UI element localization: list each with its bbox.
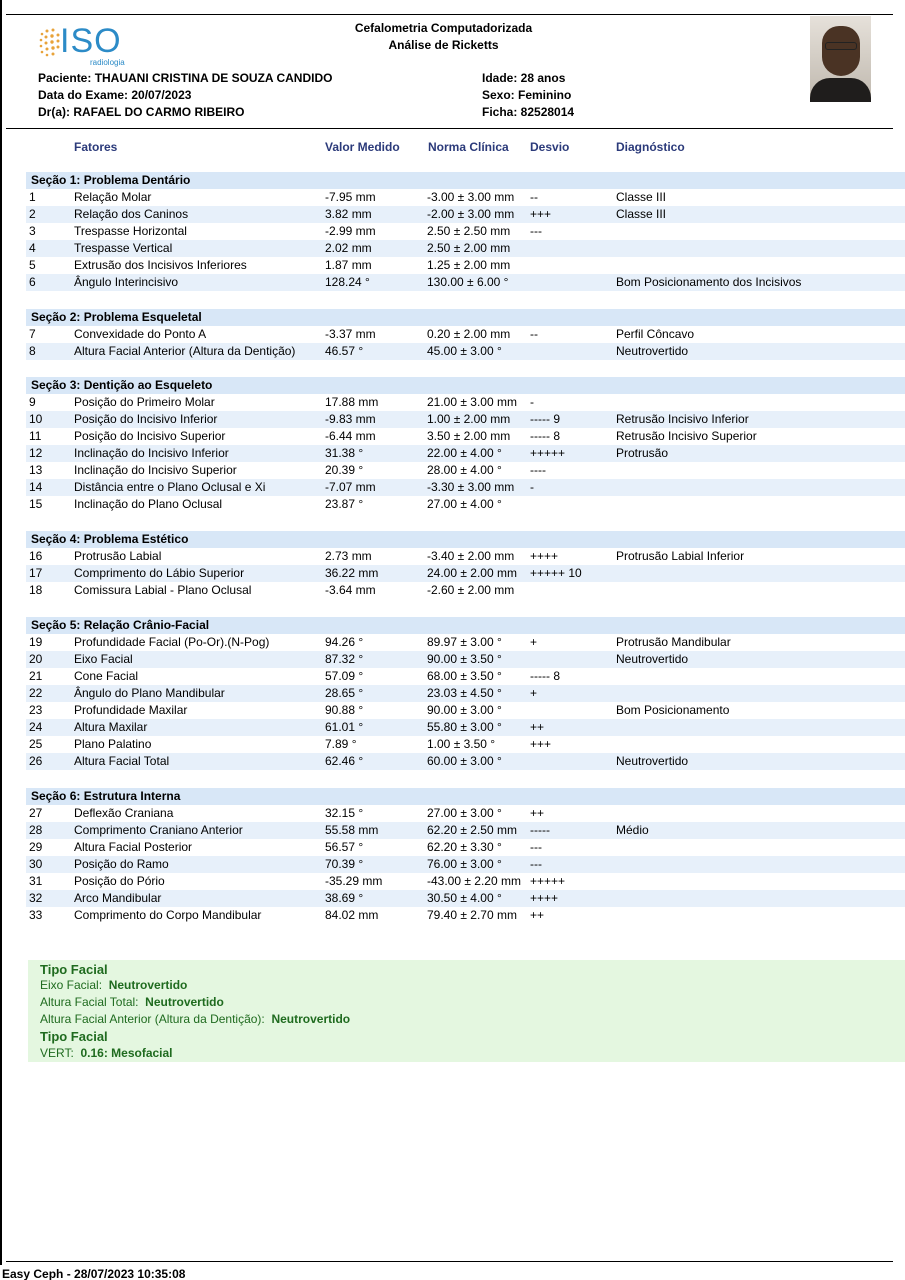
table-row [26, 685, 905, 702]
measured-value: 55.58 mm [325, 823, 379, 837]
row-number: 23 [29, 703, 43, 717]
report-title: Cefalometria Computadorizada [354, 21, 533, 35]
clinical-norm: 89.97 ± 3.00 ° [427, 635, 502, 649]
table-row [26, 240, 905, 257]
clinical-norm: 27.00 ± 4.00 ° [427, 497, 502, 511]
diagnosis: Neutrovertido [616, 344, 689, 358]
measured-value: -3.37 mm [325, 327, 376, 341]
factor-name: Comprimento do Lábio Superior [74, 566, 245, 580]
deviation: ++++ [530, 549, 559, 563]
section-title: Seção 2: Problema Esqueletal [31, 310, 202, 324]
row-number: 5 [29, 258, 36, 272]
row-number: 11 [29, 429, 42, 443]
measured-value: 90.88 ° [325, 703, 364, 717]
clinical-norm: 90.00 ± 3.50 ° [427, 652, 502, 666]
clinical-norm: 21.00 ± 3.00 mm [427, 395, 517, 409]
facial-type-panel [28, 960, 905, 1062]
factor-name: Extrusão dos Incisivos Inferiores [74, 258, 247, 272]
patient-age: Idade: 28 anos [482, 71, 566, 85]
factor-name: Protrusão Labial [74, 549, 162, 563]
section-header [26, 309, 905, 326]
factor-name: Posição do Incisivo Inferior [74, 412, 218, 426]
factor-name: Comprimento Craniano Anterior [74, 823, 243, 837]
table-row [26, 805, 905, 822]
deviation: ----- 8 [530, 669, 560, 683]
factor-name: Convexidade do Ponto A [74, 327, 207, 341]
patient-name: Paciente: THAUANI CRISTINA DE SOUZA CANDIDO [38, 71, 333, 85]
deviation: ++ [530, 720, 545, 734]
measured-value: 28.65 ° [325, 686, 364, 700]
clinical-norm: 24.00 ± 2.00 mm [427, 566, 517, 580]
diagnosis: Protrusão [616, 446, 669, 460]
factor-name: Relação Molar [74, 190, 152, 204]
table-row [26, 394, 905, 411]
table-row [26, 907, 905, 924]
measured-value: 36.22 mm [325, 566, 379, 580]
deviation: --- [530, 857, 542, 871]
row-number: 24 [29, 720, 43, 734]
factor-name: Ângulo do Plano Mandibular [74, 686, 225, 700]
deviation: +++++ [530, 874, 566, 888]
row-number: 7 [29, 327, 36, 341]
report-subtitle: Análise de Ricketts [388, 38, 499, 52]
clinical-norm: -43.00 ± 2.20 mm [427, 874, 521, 888]
table-row [26, 839, 905, 856]
deviation: + [530, 635, 538, 649]
row-number: 12 [29, 446, 43, 460]
measured-value: 17.88 mm [325, 395, 379, 409]
clinical-norm: 1.25 ± 2.00 mm [427, 258, 511, 272]
deviation: ++ [530, 806, 545, 820]
table-row [26, 822, 905, 839]
measured-value: -6.44 mm [325, 429, 376, 443]
measured-value: 57.09 ° [325, 669, 364, 683]
measured-value: 20.39 ° [325, 463, 364, 477]
row-number: 8 [29, 344, 36, 358]
clinical-norm: 79.40 ± 2.70 mm [427, 908, 517, 922]
row-number: 9 [29, 395, 36, 409]
table-row [26, 548, 905, 565]
section-header [26, 172, 905, 189]
deviation: +++ [530, 207, 552, 221]
factor-name: Posição do Incisivo Superior [74, 429, 226, 443]
factor-name: Trespasse Horizontal [74, 224, 187, 238]
table-row [26, 479, 905, 496]
measured-value: 84.02 mm [325, 908, 379, 922]
clinical-norm: 62.20 ± 2.50 mm [427, 823, 517, 837]
row-number: 13 [29, 463, 43, 477]
diagnosis: Classe III [616, 190, 667, 204]
factor-name: Comissura Labial - Plano Oclusal [74, 583, 252, 597]
section-title: Seção 5: Relação Crânio-Facial [31, 618, 210, 632]
diagnosis: Neutrovertido [616, 754, 689, 768]
clinical-norm: 90.00 ± 3.00 ° [427, 703, 502, 717]
table-row [26, 189, 905, 206]
measured-value: -7.07 mm [325, 480, 376, 494]
clinical-norm: -3.00 ± 3.00 mm [427, 190, 515, 204]
table-row [26, 565, 905, 582]
total-facial-height-label: Altura Facial Total: [40, 995, 139, 1009]
facial-type-title: Tipo Facial [40, 962, 108, 977]
factor-name: Arco Mandibular [74, 891, 162, 905]
deviation: ----- [530, 823, 550, 837]
logo-subtext: radiologia [90, 58, 125, 67]
deviation: - [530, 480, 534, 494]
anterior-facial-height-value: Neutrovertido [271, 1012, 351, 1026]
table-row [26, 651, 905, 668]
measured-value: 32.15 ° [325, 806, 364, 820]
measured-value: 70.39 ° [325, 857, 364, 871]
measured-value: -2.99 mm [325, 224, 376, 238]
factor-name: Profundidade Facial (Po-Or).(N-Pog) [74, 635, 270, 649]
section-header [26, 617, 905, 634]
row-number: 20 [29, 652, 43, 666]
clinical-norm: -2.00 ± 3.00 mm [427, 207, 515, 221]
facial-type-title-2: Tipo Facial [40, 1029, 108, 1044]
clinical-norm: 22.00 ± 4.00 ° [427, 446, 502, 460]
row-number: 14 [29, 480, 43, 494]
factor-name: Inclinação do Plano Oclusal [74, 497, 223, 511]
deviation: +++++ [530, 446, 566, 460]
measured-value: 1.87 mm [325, 258, 372, 272]
column-header-diagnosis: Diagnóstico [616, 140, 685, 154]
factor-name: Comprimento do Corpo Mandibular [74, 908, 262, 922]
clinical-norm: 28.00 ± 4.00 ° [427, 463, 502, 477]
measured-value: 2.73 mm [325, 549, 372, 563]
clinical-norm: -3.30 ± 3.00 mm [427, 480, 515, 494]
clinical-norm: 23.03 ± 4.50 ° [427, 686, 502, 700]
row-number: 22 [29, 686, 43, 700]
row-number: 31 [29, 874, 43, 888]
table-row [26, 274, 905, 291]
column-header-norm: Norma Clínica [428, 140, 509, 154]
measured-value: 2.02 mm [325, 241, 372, 255]
table-row [26, 223, 905, 240]
diagnosis: Bom Posicionamento [616, 703, 730, 717]
anterior-facial-height-label: Altura Facial Anterior (Altura da Dentição): [40, 1012, 265, 1026]
section-title: Seção 4: Problema Estético [31, 532, 189, 546]
deviation: -- [530, 190, 538, 204]
measured-value: -3.64 mm [325, 583, 376, 597]
factor-name: Altura Facial Total [74, 754, 170, 768]
clinical-norm: 62.20 ± 3.30 ° [427, 840, 502, 854]
row-number: 30 [29, 857, 43, 871]
doctor-name: Dr(a): RAFAEL DO CARMO RIBEIRO [38, 105, 245, 119]
table-row [26, 702, 905, 719]
diagnosis: Médio [616, 823, 649, 837]
clinical-norm: 27.00 ± 3.00 ° [427, 806, 502, 820]
factor-name: Posição do Pório [74, 874, 165, 888]
measured-value: 56.57 ° [325, 840, 364, 854]
diagnosis: Bom Posicionamento dos Incisivos [616, 275, 802, 289]
factor-name: Cone Facial [74, 669, 139, 683]
record-number: Ficha: 82528014 [482, 105, 575, 119]
factor-name: Profundidade Maxilar [74, 703, 188, 717]
row-number: 16 [29, 549, 43, 563]
table-row [26, 343, 905, 360]
deviation: ++ [530, 908, 545, 922]
page-left-border [0, 0, 2, 1265]
table-row [26, 753, 905, 770]
clinical-norm: 30.50 ± 4.00 ° [427, 891, 502, 905]
row-number: 3 [29, 224, 36, 238]
deviation: +++ [530, 737, 552, 751]
diagnosis: Perfil Côncavo [616, 327, 695, 341]
diagnosis: Protrusão Mandibular [616, 635, 731, 649]
facial-axis-value: Neutrovertido [108, 978, 188, 992]
header-rule [6, 128, 893, 129]
table-row [26, 736, 905, 753]
measured-value: 31.38 ° [325, 446, 364, 460]
row-number: 28 [29, 823, 43, 837]
measured-value: -7.95 mm [325, 190, 376, 204]
clinical-norm: 60.00 ± 3.00 ° [427, 754, 502, 768]
row-number: 33 [29, 908, 43, 922]
clinical-norm: 130.00 ± 6.00 ° [427, 275, 509, 289]
factor-name: Altura Maxilar [74, 720, 148, 734]
column-header-deviation: Desvio [530, 140, 570, 154]
row-number: 18 [29, 583, 43, 597]
factor-name: Posição do Ramo [74, 857, 169, 871]
table-row [26, 428, 905, 445]
deviation: ++++ [530, 891, 559, 905]
clinical-norm: 3.50 ± 2.00 mm [427, 429, 511, 443]
measured-value: 61.01 ° [325, 720, 364, 734]
factor-name: Eixo Facial [74, 652, 133, 666]
clinical-norm: 45.00 ± 3.00 ° [427, 344, 502, 358]
row-number: 2 [29, 207, 36, 221]
row-number: 17 [29, 566, 43, 580]
clinical-norm: -3.40 ± 2.00 mm [427, 549, 515, 563]
clinical-norm: 2.50 ± 2.50 mm [427, 224, 511, 238]
factor-name: Plano Palatino [74, 737, 152, 751]
factor-name: Altura Facial Anterior (Altura da Dentição) [74, 344, 296, 358]
patient-photo [810, 16, 871, 102]
clinical-norm: 0.20 ± 2.00 mm [427, 327, 511, 341]
column-header-factors: Fatores [74, 140, 118, 154]
row-number: 25 [29, 737, 43, 751]
diagnosis: Retrusão Incisivo Superior [616, 429, 757, 443]
section-title: Seção 6: Estrutura Interna [31, 789, 181, 803]
diagnosis: Retrusão Incisivo Inferior [616, 412, 749, 426]
total-facial-height-line [40, 995, 224, 1009]
patient-sex: Sexo: Feminino [482, 88, 572, 102]
deviation: +++++ 10 [530, 566, 582, 580]
deviation: ----- 8 [530, 429, 560, 443]
table-row [26, 326, 905, 343]
section-title: Seção 3: Dentição ao Esqueleto [31, 378, 213, 392]
measured-value: 94.26 ° [325, 635, 364, 649]
measured-value: 3.82 mm [325, 207, 372, 221]
row-number: 4 [29, 241, 36, 255]
factor-name: Altura Facial Posterior [74, 840, 193, 854]
factor-name: Trespasse Vertical [74, 241, 173, 255]
vert-value: 0.16: Mesofacial [80, 1046, 173, 1060]
table-row [26, 668, 905, 685]
section-header [26, 531, 905, 548]
clinical-norm: 1.00 ± 3.50 ° [427, 737, 496, 751]
table-row [26, 257, 905, 274]
measured-value: 62.46 ° [325, 754, 364, 768]
vert-label: VERT: [40, 1046, 74, 1060]
deviation: ----- 9 [530, 412, 560, 426]
deviation: - [530, 395, 534, 409]
table-row [26, 411, 905, 428]
vert-line [40, 1046, 173, 1060]
row-number: 32 [29, 891, 43, 905]
row-number: 1 [29, 190, 36, 204]
factor-name: Inclinação do Incisivo Inferior [74, 446, 229, 460]
deviation: --- [530, 224, 542, 238]
measured-value: -9.83 mm [325, 412, 376, 426]
diagnosis: Classe III [616, 207, 667, 221]
row-number: 26 [29, 754, 43, 768]
column-header-measured: Valor Medido [325, 140, 400, 154]
deviation: -- [530, 327, 538, 341]
factor-name: Distância entre o Plano Oclusal e Xi [74, 480, 266, 494]
section-header [26, 377, 905, 394]
measured-value: 7.89 ° [325, 737, 357, 751]
clinical-norm: 76.00 ± 3.00 ° [427, 857, 502, 871]
clinical-norm: 1.00 ± 2.00 mm [427, 412, 511, 426]
section-header [26, 788, 905, 805]
factor-name: Posição do Primeiro Molar [74, 395, 215, 409]
table-row [26, 582, 905, 599]
anterior-facial-height-line [40, 1012, 350, 1026]
measured-value: 46.57 ° [325, 344, 364, 358]
table-row [26, 206, 905, 223]
logo-iso-text: ISO [60, 22, 122, 60]
measured-value: 38.69 ° [325, 891, 364, 905]
diagnosis: Protrusão Labial Inferior [616, 549, 745, 563]
clinical-norm: 68.00 ± 3.50 ° [427, 669, 502, 683]
clinical-norm: 2.50 ± 2.00 mm [427, 241, 511, 255]
table-row [26, 719, 905, 736]
diagnosis: Neutrovertido [616, 652, 689, 666]
row-number: 15 [29, 497, 43, 511]
deviation: + [530, 686, 538, 700]
factor-name: Ângulo Interincisivo [74, 275, 179, 289]
deviation: --- [530, 840, 542, 854]
table-row [26, 634, 905, 651]
facial-axis-line [40, 978, 187, 992]
row-number: 6 [29, 275, 36, 289]
table-row [26, 462, 905, 479]
table-row [26, 890, 905, 907]
factor-name: Inclinação do Incisivo Superior [74, 463, 237, 477]
factor-name: Deflexão Craniana [74, 806, 174, 820]
section-title: Seção 1: Problema Dentário [31, 173, 191, 187]
measured-value: 128.24 ° [325, 275, 370, 289]
row-number: 27 [29, 806, 43, 820]
table-row [26, 856, 905, 873]
total-facial-height-value: Neutrovertido [145, 995, 224, 1009]
bottom-rule [6, 1261, 893, 1262]
table-row [26, 873, 905, 890]
clinical-norm: -2.60 ± 2.00 mm [427, 583, 515, 597]
factor-name: Relação dos Caninos [74, 207, 189, 221]
measured-value: -35.29 mm [325, 874, 383, 888]
row-number: 10 [29, 412, 43, 426]
row-number: 29 [29, 840, 43, 854]
clinical-norm: 55.80 ± 3.00 ° [427, 720, 502, 734]
table-row [26, 445, 905, 462]
top-rule [6, 14, 893, 15]
table-row [26, 496, 905, 513]
row-number: 19 [29, 635, 43, 649]
measured-value: 87.32 ° [325, 652, 364, 666]
row-number: 21 [29, 669, 43, 683]
facial-axis-label: Eixo Facial: [40, 978, 103, 992]
footer-timestamp: Easy Ceph - 28/07/2023 10:35:08 [2, 1267, 186, 1280]
deviation: ---- [530, 463, 546, 477]
exam-date: Data do Exame: 20/07/2023 [38, 88, 192, 102]
measured-value: 23.87 ° [325, 497, 364, 511]
